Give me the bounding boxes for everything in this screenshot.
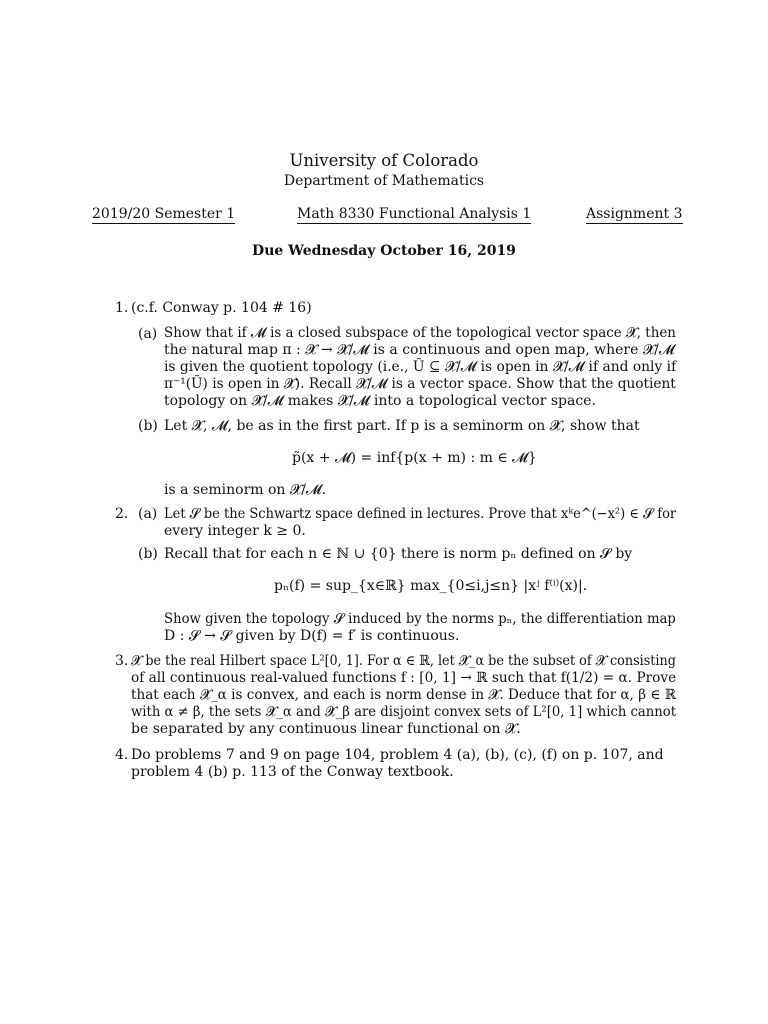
part-label: (a) (138, 506, 158, 522)
problem-number: 1. (115, 300, 129, 316)
problem-text-line: Let 𝓧, 𝓜, be as in the first part. If p is a seminorm on 𝓧, show that (164, 418, 640, 434)
problem-text-line: problem 4 (b) p. 113 of the Conway textbook. (131, 764, 454, 780)
problem-text-line: Do problems 7 and 9 on page 104, problem 4 (a), (b), (c), (f) on p. 107, and (131, 747, 664, 763)
problem-text-line: 𝓧 be the real Hilbert space L²[0, 1]. For α ∈ ℝ, let 𝓧_α be the subset of 𝓧 consisting (131, 653, 676, 669)
part-label: (b) (138, 546, 158, 562)
problem-text-line: every integer k ≥ 0. (164, 523, 306, 539)
due-date: Due Wednesday October 16, 2019 (252, 243, 516, 259)
problem-text-line: of all continuous real-valued functions f : [0, 1] → ℝ such that f(1/2) = α. Prove (131, 670, 677, 686)
problem-text-line: is a seminorm on 𝓧/𝓜. (164, 482, 327, 498)
problem-text-line: topology on 𝓧/𝓜 makes 𝓧/𝓜 into a topological vector space. (164, 393, 596, 409)
problem-text-line: Show that if 𝓜 is a closed subspace of the topological vector space 𝓧, then (164, 325, 676, 341)
problem-number: 4. (115, 747, 129, 763)
department-name: Department of Mathematics (283, 173, 485, 189)
problem-text-line: π⁻¹(Ũ) is open in 𝓧). Recall 𝓧/𝓜 is a vector space. Show that the quotient (164, 376, 676, 392)
problem-text-line: Show given the topology 𝓢 induced by the norms pₙ, the differentiation map (164, 611, 676, 627)
university-name: University of Colorado (289, 151, 479, 170)
problem-text-line: that each 𝓧_α is convex, and each is norm dense in 𝓧. Deduce that for α, β ∈ ℝ (131, 687, 677, 703)
display-equation: p̃(x + 𝓜) = inf{p(x + m) : m ∈ 𝓜} (292, 450, 537, 466)
problem-text-line: the natural map π : 𝓧 → 𝓧/𝓜 is a continuous and open map, where 𝓧/𝓜 (164, 342, 675, 358)
assignment-label: Assignment 3 (586, 206, 683, 222)
problem-intro: (c.f. Conway p. 104 # 16) (131, 300, 312, 316)
course-title: Math 8330 Functional Analysis 1 (297, 206, 532, 222)
semester-label: 2019/20 Semester 1 (92, 206, 236, 222)
part-label: (b) (138, 418, 158, 434)
problem-text-line: is given the quotient topology (i.e., Ũ ⊆ 𝓧/𝓜 is open in 𝓧/𝓜 if and only if (164, 359, 677, 375)
problem-number: 2. (115, 506, 129, 522)
problem-text-line: Recall that for each n ∈ ℕ ∪ {0} there is norm pₙ defined on 𝓢 by (164, 546, 633, 562)
problem-number: 3. (115, 653, 129, 669)
display-equation: pₙ(f) = sup_{x∈ℝ} max_{0≤i,j≤n} |xʲ f⁽ⁱ⁾(x)|. (274, 578, 588, 594)
problem-text-line: D : 𝓢 → 𝓢 given by D(f) = f′ is continuous. (164, 628, 460, 644)
problem-text-line: with α ≠ β, the sets 𝓧_α and 𝓧_β are disjoint convex sets of L²[0, 1] which cannot (131, 704, 677, 720)
problem-text-line: Let 𝓢 be the Schwartz space defined in lectures. Prove that xᵏe^(−x²) ∈ 𝓢 for (164, 506, 677, 522)
part-label: (a) (138, 326, 158, 342)
problem-text-line: be separated by any continuous linear functional on 𝓧. (131, 721, 521, 737)
